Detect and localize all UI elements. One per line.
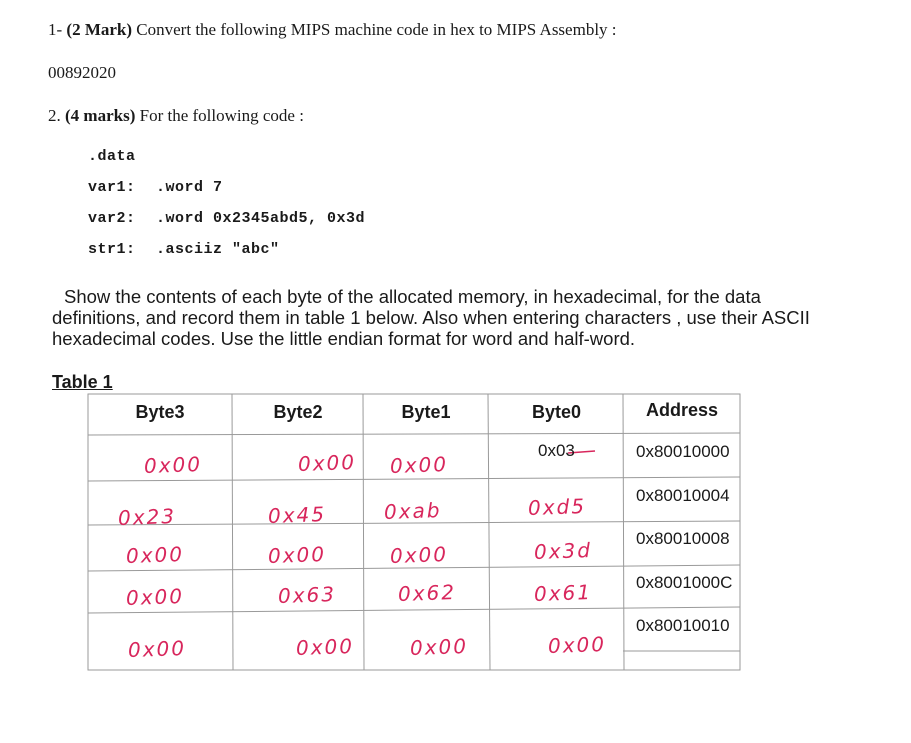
question-1 <box>48 20 617 40</box>
code-body: .word 0x2345abd5, 0x3d <box>156 210 366 227</box>
code-line <box>88 179 223 196</box>
handwritten-byte: 0x61 <box>533 579 593 607</box>
column-divider <box>232 394 233 670</box>
handwritten-byte: 0x23 <box>117 503 177 531</box>
question-1-marks: (2 Mark) <box>66 20 133 39</box>
code-line <box>88 148 136 165</box>
handwritten-byte: 0x00 <box>127 635 187 663</box>
handwritten-byte: 0xd5 <box>527 493 587 521</box>
question-1-number: 1- <box>48 20 63 39</box>
address-cell: 0x8001000C <box>636 573 733 592</box>
row-divider <box>88 477 740 481</box>
byte0-printed-value: 0x03 <box>538 441 575 460</box>
handwritten-byte: 0x00 <box>297 449 357 477</box>
row-divider <box>88 607 740 613</box>
handwritten-byte: 0x00 <box>295 633 355 661</box>
handwritten-byte: 0x00 <box>125 541 185 569</box>
question-2-text: For the following code : <box>139 106 304 125</box>
code-label: var2: <box>88 210 136 227</box>
code-directive: .data <box>88 148 136 165</box>
handwritten-byte: 0x62 <box>397 579 457 607</box>
instructions-line: hexadecimal codes. Use the little endian format for word and half-word. <box>52 328 636 349</box>
address-cell: 0x80010010 <box>636 616 730 635</box>
instructions-paragraph <box>52 286 882 349</box>
header-byte3: Byte3 <box>135 402 185 422</box>
handwritten-byte: 0xab <box>383 498 442 524</box>
address-cell: 0x80010000 <box>636 442 730 461</box>
handwritten-byte: 0x00 <box>267 541 327 569</box>
column-divider <box>488 394 490 670</box>
handwritten-byte: 0x00 <box>125 583 185 611</box>
instructions-line: Show the contents of each byte of the allocated memory, in hexadecimal, for the data <box>64 286 761 307</box>
handwritten-byte: 0x00 <box>409 633 469 661</box>
handwritten-byte: 0x00 <box>547 631 607 659</box>
address-cell: 0x80010004 <box>636 486 730 505</box>
question-2-number: 2. <box>48 106 61 125</box>
header-byte0: Byte0 <box>531 402 582 422</box>
machine-code: 00892020 <box>48 63 116 82</box>
question-2 <box>48 106 304 126</box>
handwritten-byte: 0x63 <box>277 581 337 609</box>
handwritten-byte: 0x45 <box>267 501 327 529</box>
column-divider <box>363 394 364 670</box>
address-cell: 0x80010008 <box>636 529 730 548</box>
instructions-line: definitions, and record them in table 1 below. Also when entering characters , use their ASCII <box>52 307 810 328</box>
handwritten-byte: 0x00 <box>389 451 449 479</box>
table-title: Table 1 <box>52 372 113 392</box>
header-byte2: Byte2 <box>273 402 323 422</box>
row-divider <box>88 433 740 435</box>
code-label: var1: <box>88 179 136 196</box>
header-address: Address <box>645 400 719 420</box>
header-byte1: Byte1 <box>401 402 451 422</box>
code-line <box>88 210 365 227</box>
column-divider <box>623 394 624 670</box>
handwritten-byte: 0x00 <box>389 541 449 569</box>
question-2-marks: (4 marks) <box>65 106 136 125</box>
code-body: .word 7 <box>156 179 223 196</box>
question-1-text: Convert the following MIPS machine code in hex to MIPS Assembly : <box>136 20 617 39</box>
handwritten-byte: 0x3d <box>533 537 593 565</box>
handwritten-byte: 0x00 <box>143 451 203 479</box>
code-body: .asciiz "abc" <box>156 241 280 258</box>
code-label: str1: <box>88 241 136 258</box>
code-line <box>88 241 280 258</box>
